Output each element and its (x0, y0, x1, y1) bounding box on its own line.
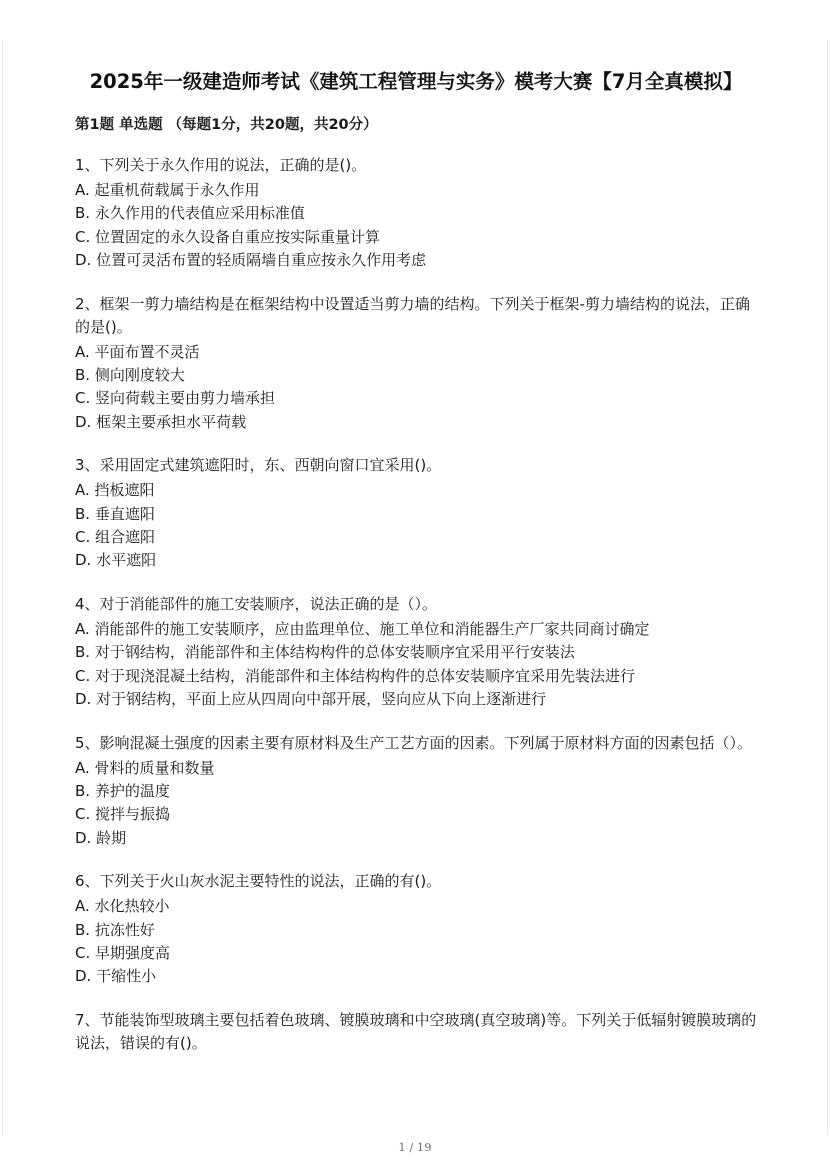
option-c: C. 组合遮阳 (75, 528, 156, 547)
page-left-border (2, 40, 3, 1135)
option-a: A. 消能部件的施工安装顺序，应由监理单位、施工单位和消能器生产厂家共同商讨确定 (75, 619, 650, 638)
question-stem: 4、对于消能部件的施工安装顺序，说法正确的是（）。 (75, 594, 438, 613)
option-d: D. 水平遮阳 (75, 551, 157, 570)
question-stem: 5、影响混凝土强度的因素主要有原材料及生产工艺方面的因素。下列属于原材料方面的因素包括（）。 (75, 733, 753, 752)
question-6 (75, 870, 757, 989)
option-c: C. 搅拌与振捣 (75, 805, 171, 824)
question-7 (75, 1009, 757, 1055)
option-b: B. 垂直遮阳 (75, 504, 155, 523)
document-content (75, 68, 757, 1057)
option-a: A. 平面布置不灵活 (75, 342, 200, 361)
page-right-border (827, 40, 828, 1135)
option-d: D. 龄期 (75, 828, 127, 847)
option-b: B. 养护的温度 (75, 781, 170, 800)
option-d: D. 框架主要承担水平荷载 (75, 412, 247, 431)
option-d: D. 干缩性小 (75, 967, 157, 986)
question-2 (75, 293, 757, 435)
option-b: B. 对于钢结构，消能部件和主体结构构件的总体安装顺序宜采用平行安装法 (75, 643, 575, 662)
section-heading: 第1题 单选题 （每题1分，共20题，共20分） (75, 117, 378, 133)
question-stem: 3、采用固定式建筑遮阳时，东、西朝向窗口宜采用()。 (75, 456, 442, 475)
option-a: A. 起重机荷载属于永久作用 (75, 181, 260, 199)
question-5 (75, 732, 757, 851)
option-a: A. 挡板遮阳 (75, 481, 155, 500)
question-stem: 2、框架一剪力墙结构是在框架结构中设置适当剪力墙的结构。下列关于框架-剪力墙结构的说法，正确的是()。 (75, 294, 750, 336)
question-1 (75, 154, 757, 273)
option-c: C. 早期强度高 (75, 943, 171, 962)
question-stem: 6、下列关于火山灰水泥主要特性的说法，正确的有()。 (75, 872, 442, 891)
option-a: A. 骨料的质量和数量 (75, 758, 215, 777)
option-c: C. 对于现浇混凝土结构，消能部件和主体结构构件的总体安装顺序宜采用先装法进行 (75, 666, 636, 685)
question-3 (75, 454, 757, 573)
option-d: D. 位置可灵活布置的轻质隔墙自重应按永久作用考虑 (75, 251, 427, 270)
option-a: A. 水化热较小 (75, 897, 170, 916)
page-indicator: 1 / 19 (398, 1140, 432, 1154)
question-4 (75, 593, 757, 712)
document-title: 2025年一级建造师考试《建筑工程管理与实务》模考大赛【7月全真模拟】 (89, 70, 743, 93)
option-b: B. 抗冻性好 (75, 920, 155, 939)
option-b: B. 侧向刚度较大 (75, 366, 185, 385)
option-d: D. 对于钢结构，平面上应从四周向中部开展，竖向应从下向上逐渐进行 (75, 690, 547, 709)
question-stem: 7、节能装饰型玻璃主要包括着色玻璃、镀膜玻璃和中空玻璃(真空玻璃)等。下列关于低辐射镀膜玻璃的说法，错误的有()。 (75, 1010, 757, 1052)
option-c: C. 竖向荷载主要由剪力墙承担 (75, 389, 276, 408)
question-stem: 1、下列关于永久作用的说法，正确的是()。 (75, 156, 367, 174)
option-c: C. 位置固定的永久设备自重应按实际重量计算 (75, 227, 381, 246)
option-b: B. 永久作用的代表值应采用标准值 (75, 204, 305, 223)
